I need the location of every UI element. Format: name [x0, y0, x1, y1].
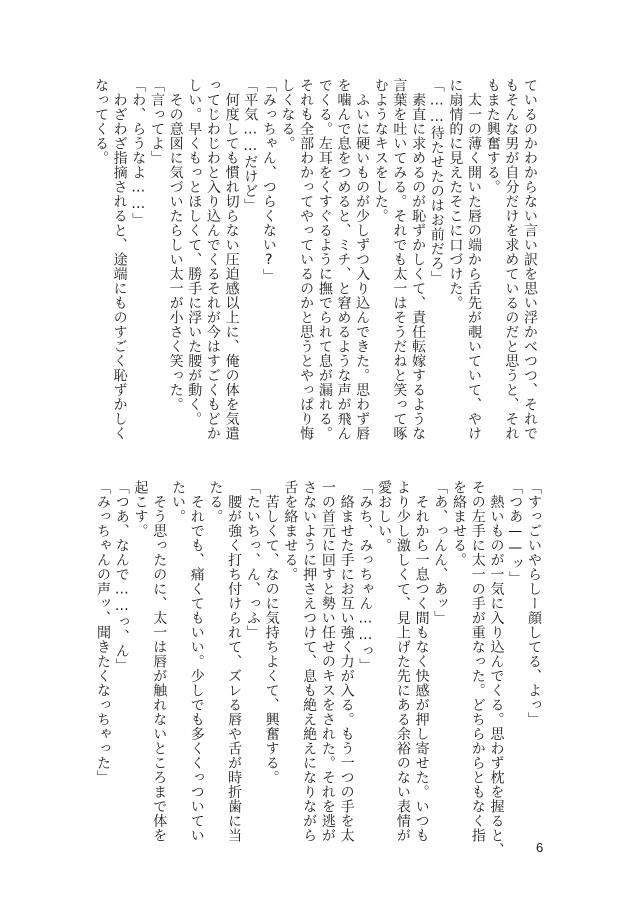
- text-column: たる。: [207, 480, 224, 524]
- text-column: そう思ったのに、太一は唇が触れないところまで体を: [151, 480, 168, 843]
- text-column: に扇情的に見えたそこに口づけた。: [447, 78, 464, 310]
- text-column: なってくる。: [93, 78, 109, 165]
- text-column: 「言ってよ」: [148, 78, 165, 165]
- text-column: ってじわじわと入り込んでくるそれが今はすごくもどか: [204, 78, 221, 441]
- text-column: 「みっちゃん、つらくない?」: [260, 78, 277, 283]
- text-column: たい。: [169, 480, 186, 524]
- text-column: 太一の薄く開いた唇の端から舌先が覗いていて、やけ: [466, 78, 483, 441]
- text-column: それも全部わかってやっているのかと思うとやっぱり悔: [298, 78, 315, 441]
- text-column: 素直に求めるのが恥ずかしくて、責任転嫁するような: [410, 78, 427, 441]
- text-column: でくる。左耳をくすぐるように撫でられて息が漏れる。: [316, 78, 333, 441]
- text-column: ているのかわからない言い訳を思い浮かべつつ、それで: [522, 78, 538, 441]
- text-column: むようなキスをした。: [372, 78, 389, 223]
- text-column: ふいに硬いものが少しずつ入り込んできた。思わず唇: [354, 78, 371, 441]
- text-column: わざわざ指摘されると、途端にものすごく恥ずかしく: [111, 78, 128, 441]
- text-column: 言葉を吐いてみる。それでも太一はそうだねと笑って啄: [391, 78, 408, 441]
- text-column: 「すっごいやらしー顔してる、よっ」: [526, 480, 542, 727]
- text-column: 起こす。: [132, 480, 149, 538]
- text-column: もそんな男が自分だけを求めているのだと思うと、それ: [503, 78, 520, 441]
- text-column: 一の首元に回すと勢い任せのキスをされた。それを逃が: [319, 480, 336, 843]
- text-column: より少し激しくて、見上げた先にある余裕のない表情が: [394, 480, 411, 843]
- text-column: しい。早くもっとほしくて、勝手に浮いた腰が動く。: [186, 78, 203, 426]
- text-column: 絡ませた手にお互い強く力が入る。もう一つの手を太: [338, 480, 355, 843]
- text-column: 腰が強く打ち付けられて、ズレる唇や舌が時折歯に当: [226, 480, 243, 843]
- text-column: 「あ、っんん、あッ」: [432, 480, 449, 625]
- text-column: 「みっちゃんの声ッ、聞きたくなっちゃった」: [95, 480, 111, 785]
- text-column: 「たいちっ、ん、っふ」: [244, 480, 261, 640]
- text-column: 「みち、みっちゃん……っ」: [357, 480, 374, 673]
- text-column: 「つあ——ッ」: [507, 480, 524, 586]
- text-column: さないように押さえつけて、息も絶え絶えになりながら: [301, 480, 318, 843]
- text-column: 舌を絡ませる。: [282, 480, 299, 582]
- text-column: 「つあ、なんで……っ、ん」: [113, 480, 130, 673]
- text-column: しくなる。: [279, 78, 296, 151]
- text-column: もまた興奮する。: [484, 78, 501, 194]
- text-column: 「平気……だけど」: [242, 78, 259, 213]
- text-column: その左手に太一の手が重なった。どちらからともなく指: [469, 480, 486, 843]
- page-number: 6: [536, 840, 544, 855]
- text-column: それから一息つく間もなく快感が押し寄せた。いつも: [413, 480, 430, 843]
- text-column: 苦しくて、なのに気持ちよくて、興奮する。: [263, 480, 280, 785]
- text-column: 何度しても慣れ切らない圧迫感以上に、俺の体を気遣: [223, 78, 240, 441]
- text-column: を絡ませる。: [451, 480, 468, 567]
- text-column: その意図に気づいたらしい太一が小さく笑った。: [167, 78, 184, 412]
- text-column: を噛んで息をつめると、ミチ、と窘めるような声が飛ん: [335, 78, 352, 441]
- text-column: 愛おしい。: [376, 480, 393, 553]
- text-column: 「わ、らうなよ……」: [130, 78, 147, 227]
- text-column: 「……待たせたのはお前だろ」: [428, 78, 445, 285]
- text-column: 熱いものが一気に入り込んでくる。思わず枕を握ると、: [488, 480, 505, 857]
- text-column: それでも、痛くてもいい。少しでも多くくっついてい: [188, 480, 205, 843]
